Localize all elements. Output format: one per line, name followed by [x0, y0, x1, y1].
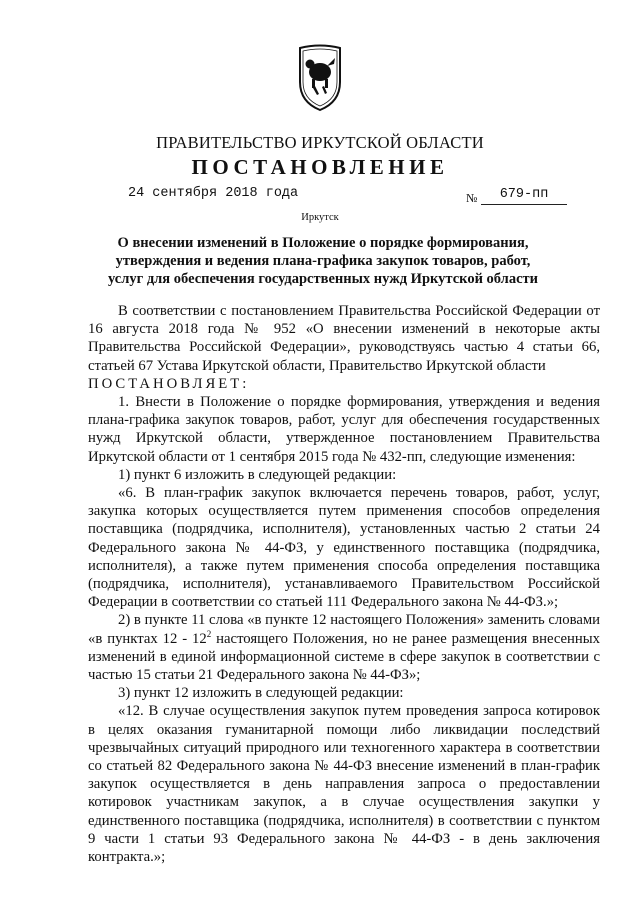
paragraph-5: 3) пункт 12 изложить в следующей редакции: — [118, 685, 404, 702]
preamble: В соответствии с постановлением Правительства Российской Федерации от 16 августа 2018 года № 952 «О внесении изменений в некоторые акты Правительства Российской Федерации», руководствуясь частью 4 статьи 66, статьей 67 Устава Иркутской области, Правительство Иркутской области — [88, 303, 600, 374]
paragraph-6: «12. В случае осуществления закупок путем проведения запроса котировок в целях оказания гуманитарной помощи либо ликвидации последствий чрезвычайных ситуаций природного или техногенного характера в соответствии со статьей 82 Федерального закона № 44-ФЗ внесение изменений в план-график закупок осуществляется в день направления запроса о предоставлении котировок участникам закупок, а в случае осуществления закупки у единственного поставщика (подрядчика, исполнителя) в соответствии с пунктом 9 части 1 статьи 93 Федерального закона № 44-ФЗ - в день заключения контракта.»; — [88, 703, 600, 866]
document-title: О внесении изменений в Положение о порядке формирования, утверждения и ведения плана-графика закупок товаров, работ, услуг для обеспечения государственных нужд Иркутской области — [108, 235, 538, 287]
paragraph-3: «6. В план-график закупок включается перечень товаров, работ, услуг, закупка которых осуществляется путем применения способов определения поставщика (подрядчика, исполнителя), установленных частью 2 статьи 24 Федерального закона № 44-ФЗ, у единственного поставщика (подрядчика, исполнителя), а также путем применения способа определения поставщика (подрядчика, исполнителя), устанавливаемого Правительством Российской Федерации в соответствии со статьей 111 Федерального закона № 44-ФЗ.»; — [88, 485, 600, 611]
document-body — [88, 302, 600, 866]
document-type: ПОСТАНОВЛЕНИЕ — [191, 155, 449, 179]
paragraph-4-start: 2) в пункте 11 слова «в пункте 12 настоящего Положения» заменить словами «в пунктах 12 - 12 — [88, 612, 600, 647]
coat-of-arms-icon — [297, 42, 343, 112]
resolves-word: ПОСТАНОВЛЯЕТ: — [88, 375, 250, 392]
paragraph-4-superscript: 2 — [206, 628, 212, 639]
government-name: ПРАВИТЕЛЬСТВО ИРКУТСКОЙ ОБЛАСТИ — [156, 133, 484, 152]
document-number: 679-пп — [481, 186, 567, 205]
paragraph-4-end: настоящего Положения, но не ранее размещения внесенных изменений в единой информационной системе в сфере закупок в соответствии с частью 15 статьи 21 Федерального закона № 44-ФЗ»; — [88, 630, 600, 684]
paragraph-1: 1. Внести в Положение о порядке формирования, утверждения и ведения плана-графика закупок товаров, работ, услуг для обеспечения государственных нужд Иркутской области, утвержденное постановлением Правительства Иркутской области от 1 сентября 2015 года № 432-пп, следующие изменения: — [88, 394, 600, 465]
paragraph-2: 1) пункт 6 изложить в следующей редакции: — [118, 466, 397, 483]
number-sign: № — [466, 191, 478, 205]
document-date: 24 сентября 2018 года — [128, 186, 299, 201]
paragraph-4 — [88, 611, 600, 684]
city: Иркутск — [301, 212, 339, 223]
